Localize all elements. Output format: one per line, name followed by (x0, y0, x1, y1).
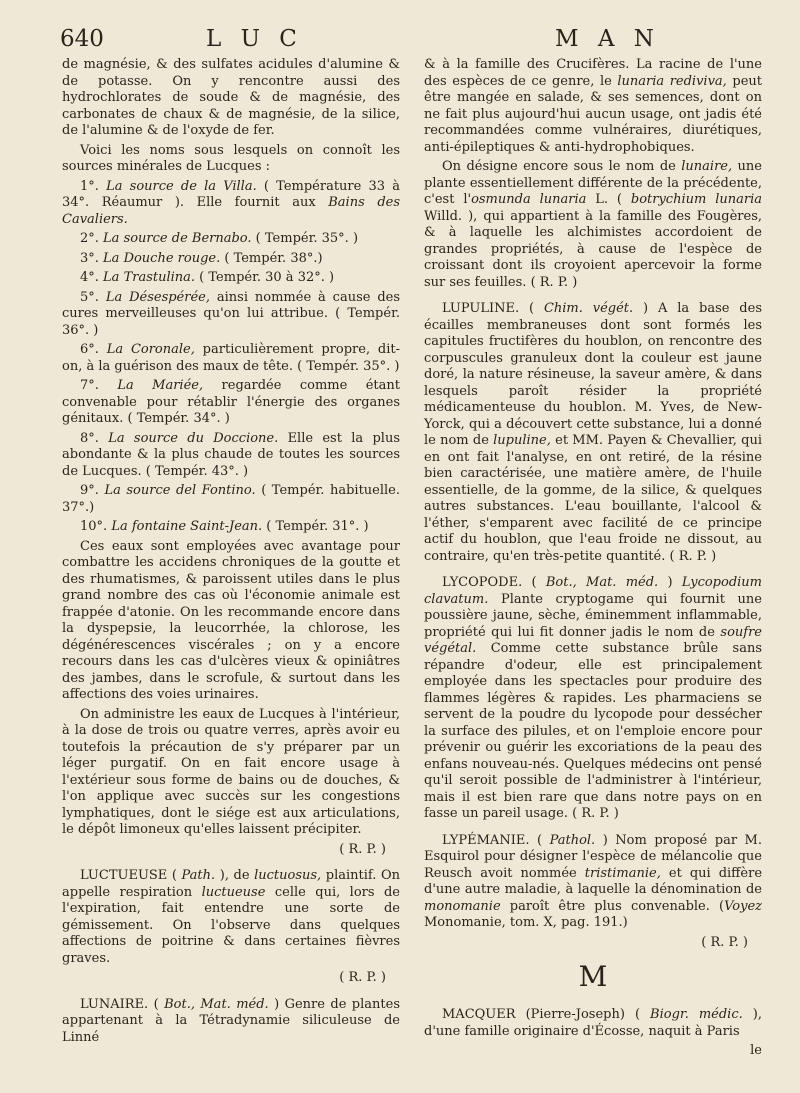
page-number: 640 (60, 26, 104, 52)
source-item: 7°. La Mariée, regardée comme étant convenable pour rétablir l'énergie des organes génitaux. ( Tempér. 34°. ) (62, 378, 401, 426)
catchword: le (750, 1043, 762, 1058)
right-running-head: M A N (555, 26, 660, 52)
source-item: 9°. La source del Fontino. ( Tempér. habituelle. 37°.) (62, 483, 400, 515)
entry-lunaire: LUNAIRE. ( Bot., Mat. méd. ) Genre de plantes appartenant à la Tétradynamie siliculeuse de Linné (62, 996, 400, 1045)
paragraph: Ces eaux sont employées avec avantage pour combattre les accidens chroniques de la goutte et des rhumatismes, & paroissent utiles dans le plus grand nombre des cas où l'économie animale est frappée d'atonie. On les recommande encore dans la dyspepsie, la leucorrhée, la chlorose, les dégénérescences viscérales ; on y a encore recours dans les cas d'ulcères vieux & opiniâtres des jambes, dans le scrofule, & surtout dans les affections des voies urinaires. (62, 538, 400, 702)
source-item: 4°. La Trastulina. ( Tempér. 30 à 32°. ) (80, 270, 335, 285)
signature: ( R. P. ) (701, 934, 748, 950)
entry-lupuline: LUPULINE. ( Chim. végét. ) A la base des écailles membraneuses dont sont formés les capitules fructifères du houblon, on rencontre des corpuscules granuleux dont la couleur est jaune doré, la nature résineuse, la saveur amère, & dans lesquels paroît résider la propriété médicamenteuse du houblon. M. Yves, de New-Yorck, qui a découvert cette substance, lui a donné le nom de lupuline, et MM. Payen & Chevallier, qui en ont fait l'analyse, en ont retiré, de la résine bien caractérisée, une matière amère, de l'huile essentielle, de la gomme, de la silice, & quelques autres substances. L'eau bouillante, l'alcool & l'éther, s'emparent avec facilité de ce principe actif du houblon, que l'eau froide ne dissout, au contraire, qu'en très-petite quantité. ( R. P. ) (424, 301, 762, 564)
entry-luctueuse: LUCTUEUSE ( Path. ), de luctuosus, plaintif. On appelle respiration luctueuse celle qui, lors de l'expiration, fait entendre une sorte de gémissement. On l'observe dans quelques affections de poitrine & dans certaines fièvres graves. (62, 868, 401, 966)
left-running-head: L U C (206, 26, 303, 52)
signature: ( R. P. ) (339, 970, 386, 985)
entry-macquer: MACQUER (Pierre-Joseph) ( Biogr. médic. ), d'une famille originaire d'Écosse, naquit à Paris (424, 1007, 762, 1039)
paragraph: de magnésie, & des sulfates acidules d'alumine & de potasse. On y rencontre aussi des hydrochlorates de soude & de magnésie, des carbonates de chaux & de magnésie, de la silice, de l'alumine & de l'oxyde de fer. (62, 57, 400, 138)
entry-lycopode: LYCOPODE. ( Bot., Mat. méd. ) Lycopodium clavatum. Plante cryptogame qui fournit une poussière jaune, sèche, éminemment inflammable, propriété qui lui fit donner jadis le nom de soufre végétal. Comme cette substance brûle sans répandre d'odeur, elle est principalement employée dans les spectacles pour produire des flammes légères & rapides. Les pharmaciens se servent de la poudre du lycopode pour dessécher la surface des pilules, et on l'emploie encore pour prévenir ou guérir les excoriations de la peau des enfans nouveau-nés. Quelques médecins ont pensé qu'il seroit possible de l'administrer à l'intérieur, mais il est bien rare que dans notre pays on en fasse un pareil usage. ( R. P. ) (424, 575, 763, 821)
paragraph: On désigne encore sous le nom de lunaire, une plante essentiellement différente de la précédente, c'est l'osmunda lunaria L. ( botrychium lunaria Willd. ), qui appartient à la famille des Fougères, & à laquelle les alchimistes accordoient de grandes propriétés, à cause de l'espèce de croissant dont ils croyoient apercevoir la forme sur ses feuilles. ( R. P. ) (424, 159, 762, 290)
running-header (0, 26, 800, 56)
source-item: 3°. La Douche rouge. ( Tempér. 38°.) (80, 250, 323, 266)
right-column (424, 57, 762, 1063)
source-item: 5°. La Désespérée, ainsi nommée à cause des cures merveilleuses qu'on lui attribue. ( Tempér. 36°. ) (62, 289, 401, 338)
source-item: 8°. La source du Doccione. Elle est la plus abondante & la plus chaude de toutes les sources de Lucques. ( Tempér. 43°. ) (62, 430, 400, 479)
source-item: 6°. La Coronale, particulièrement propre, dit-on, à la guérison des maux de tête. ( Tempér. 35°. ) (62, 342, 400, 374)
section-letter: M (578, 960, 608, 993)
source-item: 1°. La source de la Villa. ( Température 33 à 34°. Réaumur ). Elle fournit aux Bains des Cavaliers. (62, 178, 401, 227)
entry-lypemanie: LYPÉMANIE. ( Pathol. ) Nom proposé par M. Esquirol pour désigner l'espèce de mélancolie que Reusch avoit nommée tristimanie, et qui diffère d'une autre maladie, à laquelle la dénomination de monomanie paroît être plus convenable. (Voyez Monomanie, tom. X, pag. 191.) (424, 832, 763, 930)
left-column (62, 57, 400, 1049)
source-item: 2°. La source de Bernabo. ( Tempér. 35°. ) (80, 231, 359, 246)
signature: ( R. P. ) (339, 841, 386, 857)
source-item: 10°. La fontaine Saint-Jean. ( Tempér. 31°. ) (80, 519, 369, 534)
paragraph: Voici les noms sous lesquels on connoît les sources minérales de Lucques : (62, 142, 400, 174)
paragraph: & à la famille des Crucifères. La racine de l'une des espèces de ce genre, le lunaria rediviva, peut être mangée en salade, & ses semences, dont on ne fait plus aujourd'hui aucun usage, ont jadis été recommandées comme vulnéraires, diurétiques, anti-épileptiques & anti-hydrophobiques. (424, 57, 763, 155)
paragraph: On administre les eaux de Lucques à l'intérieur, à la dose de trois ou quatre verres, après avoir eu toutefois la précaution de s'y préparer par un léger purgatif. On en fait encore usage à l'extérieur sous forme de bains ou de douches, & l'on applique avec succès sur les congestions lymphatiques, dont le siége est aux articulations, le dépôt limoneux qu'elles laissent précipiter. (62, 706, 400, 837)
